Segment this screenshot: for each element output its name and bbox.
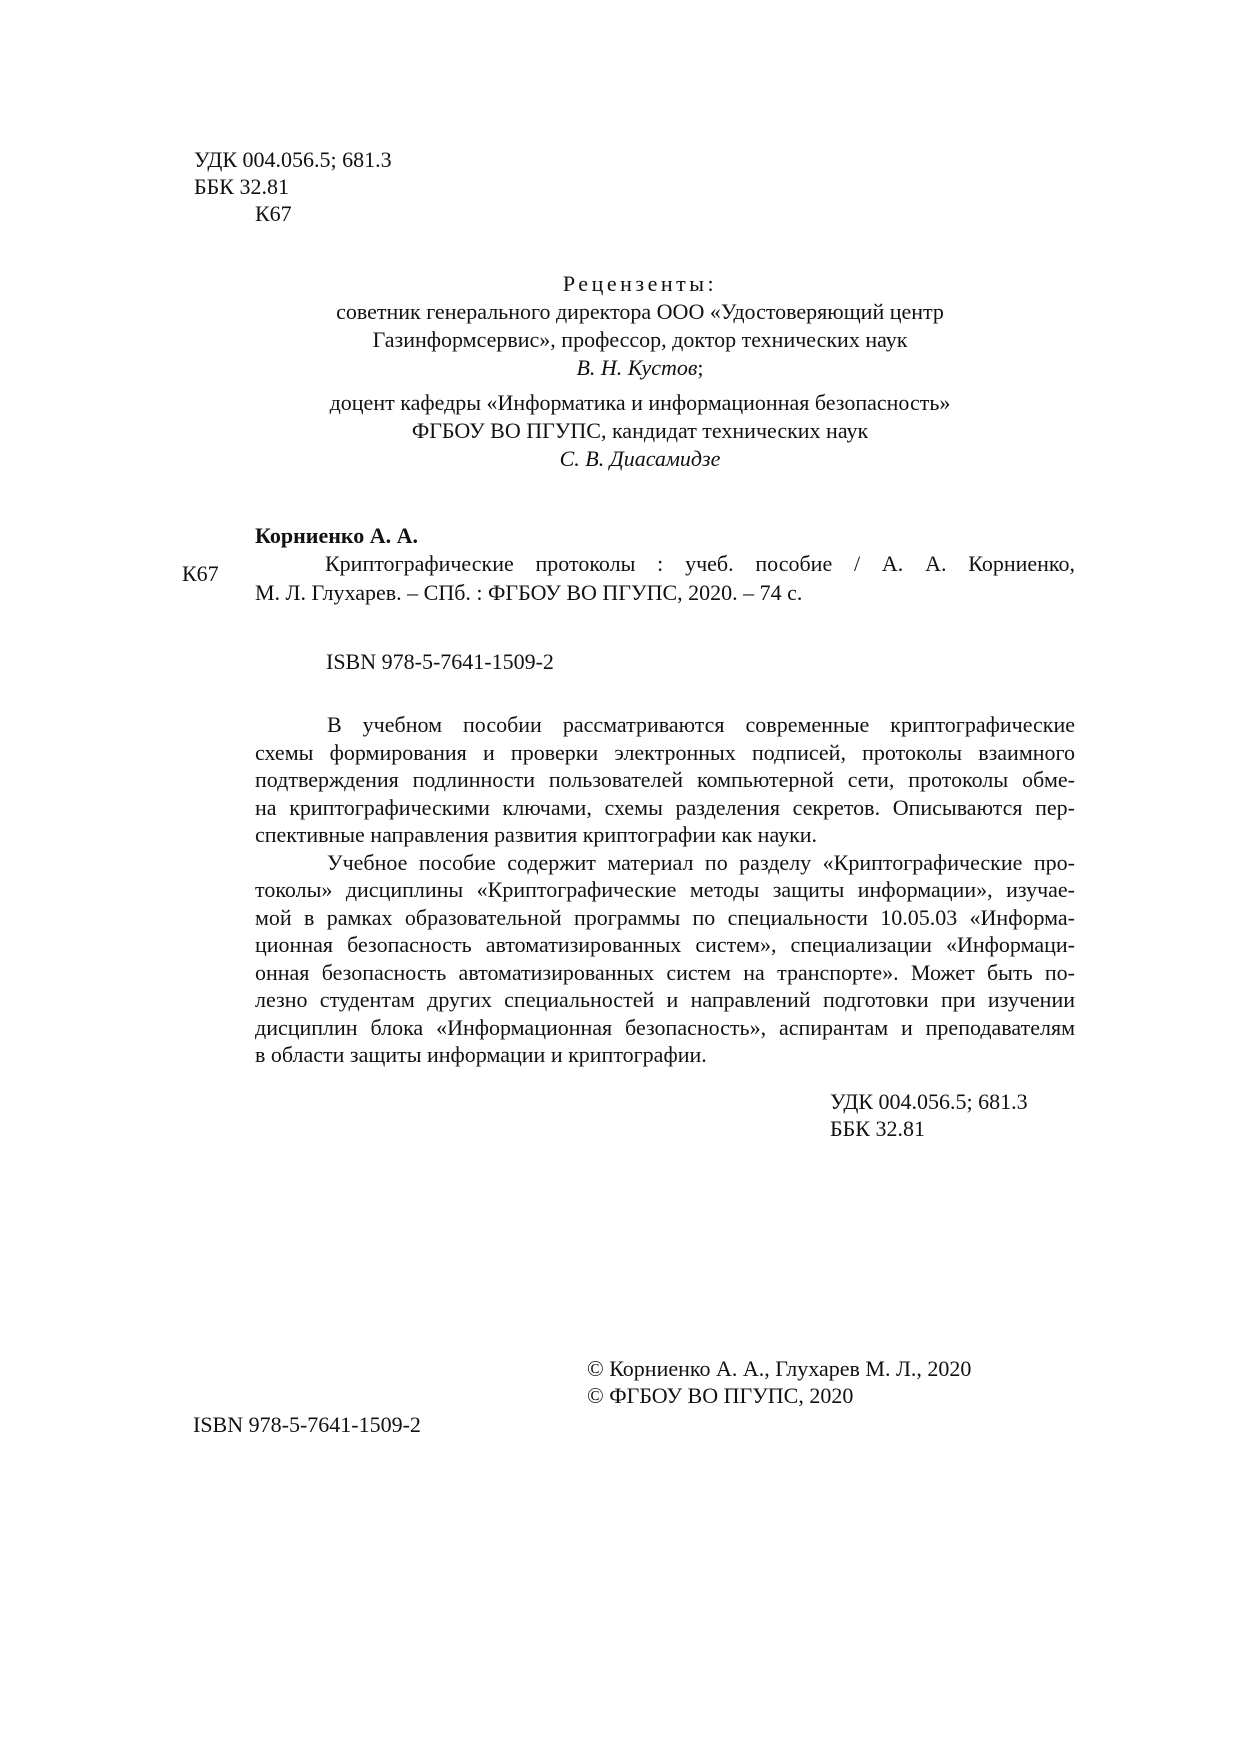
reviewer-1-line-1: советник генерального директора ООО «Удостоверяющий центр bbox=[336, 299, 944, 324]
abstract-line: Учебное пособие содержит материал по разделу «Криптографические про- bbox=[327, 849, 1075, 875]
reviewer-1-suffix: ; bbox=[697, 355, 704, 380]
bibliographic-line-2: М. Л. Глухарев. – СПб. : ФГБОУ ВО ПГУПС, 2020. – 74 с. bbox=[255, 580, 803, 605]
abstract-line: ционная безопасность автоматизированных систем», специализации «Информаци- bbox=[255, 932, 1075, 957]
abstract-line: онная безопасность автоматизированных систем на транспорте». Может быть по- bbox=[255, 959, 1075, 985]
copyright-authors: © Корниенко А. А., Глухарев М. Л., 2020 bbox=[587, 1356, 972, 1381]
abstract-line: мой в рамках образовательной программы по специальности 10.05.03 «Информа- bbox=[255, 904, 1075, 930]
abstract-line: В учебном пособии рассматриваются современные криптографические bbox=[327, 712, 1075, 737]
abstract-line: токолы» дисциплины «Криптографические методы защиты информации», изучае- bbox=[255, 877, 1075, 902]
abstract-line: дисциплин блока «Информационная безопасность», аспирантам и преподавателям bbox=[255, 1014, 1075, 1040]
abstract-line: спективные направления развития криптографии как науки. bbox=[255, 822, 818, 847]
abstract-line: на криптографическими ключами, схемы разделения секретов. Описываются пер- bbox=[255, 794, 1075, 820]
abstract-paragraph-1 bbox=[255, 711, 1075, 849]
reviewers-heading: Рецензенты: bbox=[562, 271, 718, 296]
abstract-line: схемы формирования и проверки электронных подписей, протоколы взаимного bbox=[255, 739, 1075, 765]
isbn-bottom: ISBN 978-5-7641-1509-2 bbox=[193, 1412, 421, 1437]
abstract-line: подтверждения подлинности пользователей компьютерной сети, протоколы обме- bbox=[255, 767, 1075, 792]
bibliographic-description bbox=[255, 549, 1075, 607]
abstract bbox=[255, 711, 1075, 1069]
isbn: ISBN 978-5-7641-1509-2 bbox=[326, 649, 554, 674]
classification-block-top bbox=[194, 146, 392, 227]
reviewer-2-name: С. В. Диасамидзе bbox=[559, 446, 721, 471]
author-mark: К67 bbox=[255, 201, 292, 226]
reviewer-1-name-line bbox=[280, 354, 1000, 382]
udk-code-bottom: УДК 004.056.5; 681.3 bbox=[830, 1089, 1028, 1114]
abstract-line: в области защиты информации и криптографии. bbox=[255, 1042, 707, 1067]
bibliographic-line-1: Криптографические протоколы : учеб. пособие / А. А. Корниенко, bbox=[325, 551, 1075, 576]
copyright-block bbox=[587, 1355, 971, 1409]
abstract-paragraph-2 bbox=[255, 849, 1075, 1069]
copyright-publisher: © ФГБОУ ВО ПГУПС, 2020 bbox=[587, 1383, 854, 1408]
reviewer-1-name: В. Н. Кустов bbox=[576, 355, 698, 380]
reviewer-1-line-2: Газинформсервис», профессор, доктор технических наук bbox=[372, 327, 908, 352]
author-mark-side: К67 bbox=[182, 561, 219, 586]
bbk-code-bottom: ББК 32.81 bbox=[830, 1116, 925, 1141]
reviewers-block bbox=[280, 270, 1000, 473]
bbk-code: ББК 32.81 bbox=[194, 174, 289, 199]
author-heading: Корниенко А. А. bbox=[255, 523, 419, 548]
classification-block-bottom bbox=[830, 1088, 1028, 1142]
udk-code: УДК 004.056.5; 681.3 bbox=[194, 147, 392, 172]
reviewer-2-line-1: доцент кафедры «Информатика и информационная безопасность» bbox=[329, 390, 951, 415]
reviewer-2-line-2: ФГБОУ ВО ПГУПС, кандидат технических наук bbox=[411, 418, 869, 443]
abstract-line: лезно студентам других специальностей и направлений подготовки при изучении bbox=[255, 987, 1075, 1012]
